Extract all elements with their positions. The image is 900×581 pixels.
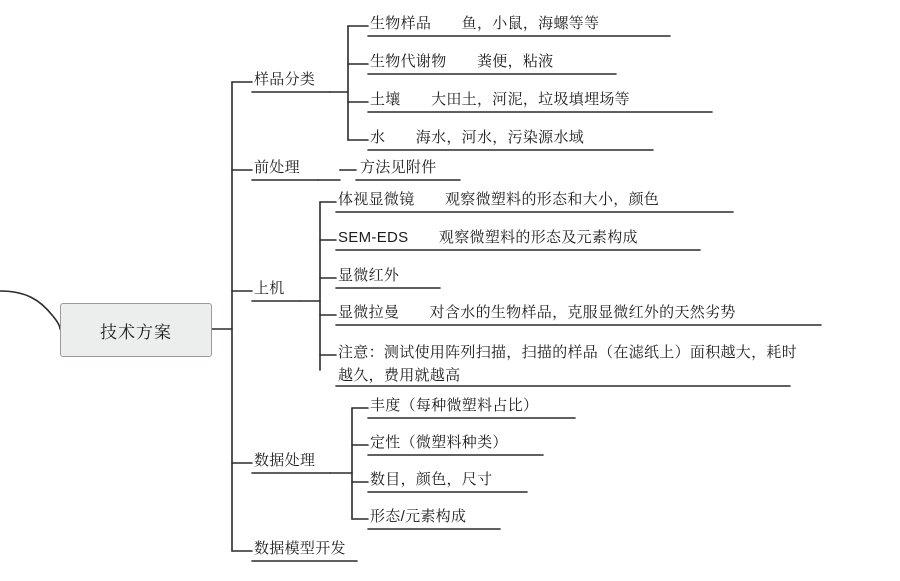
leaf-qualitative[interactable]: 定性（微塑料种类）	[370, 434, 508, 451]
leaf-method-see-attachment[interactable]: 方法见附件	[360, 159, 437, 176]
root-node[interactable]	[60, 303, 212, 357]
leaf-micro-raman[interactable]: 显微拉曼 对含水的生物样品，克服显微红外的天然劣势	[338, 304, 736, 321]
branch-label-instrument[interactable]: 上机	[254, 280, 285, 297]
leaf-sem-eds[interactable]: SEM-EDS 观察微塑料的形态及元素构成	[338, 229, 638, 246]
root-label: 技术方案	[100, 322, 172, 342]
leaf-water[interactable]: 水 海水，河水，污染源水域	[370, 129, 585, 146]
leaf-micro-ftir[interactable]: 显微红外	[338, 267, 400, 284]
branch-label-data-model-development[interactable]: 数据模型开发	[254, 540, 346, 557]
leaf-morphology-elements[interactable]: 形态/元素构成	[370, 508, 467, 525]
leaf-stereo-microscope[interactable]: 体视显微镜 观察微塑料的形态和大小，颜色	[338, 191, 660, 208]
leaf-biological-sample[interactable]: 生物样品 鱼，小鼠，海螺等等	[370, 15, 600, 32]
branch-label-pretreatment[interactable]: 前处理	[254, 159, 300, 176]
leaf-abundance[interactable]: 丰度（每种微塑料占比）	[370, 397, 539, 414]
branch-label-sample-classification[interactable]: 样品分类	[254, 71, 316, 88]
leaf-count-color-size[interactable]: 数目，颜色，尺寸	[370, 471, 493, 488]
leaf-note-array-scan[interactable]: 注意：测试使用阵列扫描，扫描的样品（在滤纸上）面积越大，耗时越久，费用就越高	[338, 344, 798, 385]
leaf-soil[interactable]: 土壤 大田土，河泥，垃圾填埋场等	[370, 91, 630, 108]
leaf-biological-metabolite[interactable]: 生物代谢物 粪便，粘液	[370, 53, 554, 70]
branch-label-data-processing[interactable]: 数据处理	[254, 452, 316, 469]
